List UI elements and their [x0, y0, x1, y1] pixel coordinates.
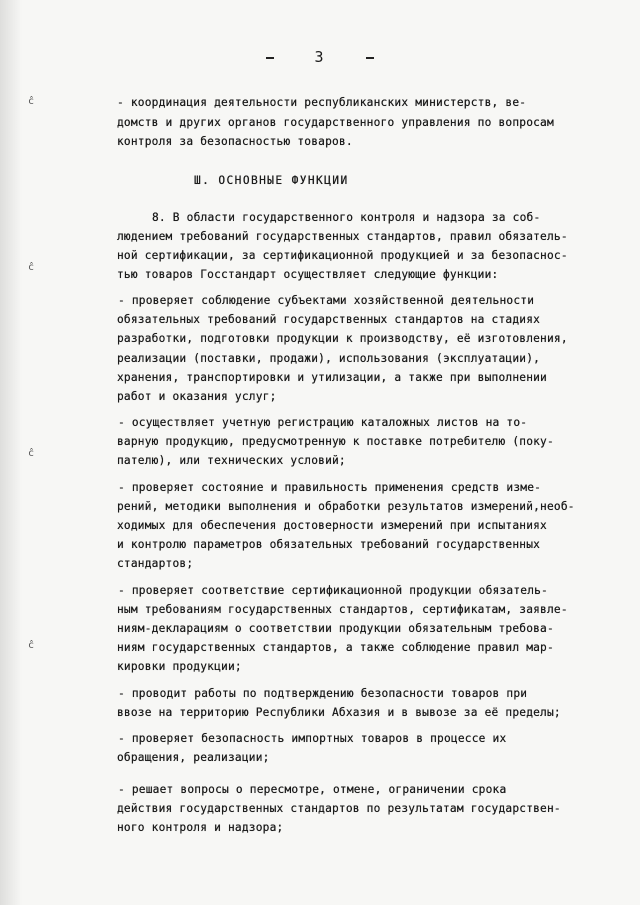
- text-line: пателю), или технических условий;: [117, 454, 346, 467]
- text-line: варную продукцию, предусмотренную к поставке потребителю (поку-: [117, 435, 554, 448]
- text-line: ной сертификации, за сертификационной продукцией и за безопаснос-: [117, 249, 568, 262]
- text-line: рений, методики выполнения и обработки результатов измерений,необ-: [117, 500, 575, 513]
- text-line: - решает вопросы о пересмотре, отмене, ограничении срока: [118, 783, 507, 796]
- text-line: ниям-декларациям о соответствии продукции обязательным требова-: [117, 622, 554, 635]
- punch-hole-mark: ĉ: [28, 96, 35, 107]
- text-line: ниям государственных стандартов, а также соблюдение правил мар-: [117, 641, 554, 654]
- text-line: действия государственных стандартов по результатам государствен-: [117, 802, 561, 815]
- text-line: стандартов;: [117, 557, 194, 570]
- text-line: - проверяет соблюдение субъектами хозяйственной деятельности: [118, 294, 535, 307]
- text-line: людением требований государственных стандартов, правил обязатель-: [117, 230, 568, 243]
- text-line: ходимых для обеспечения достоверности измерений при испытаниях: [117, 519, 547, 532]
- text-line: разработки, подготовки продукции к производству, её изготовления,: [117, 332, 568, 345]
- text-line: - проверяет состояние и правильность применения средств изме-: [118, 481, 542, 494]
- scan-edge-shadow: [0, 0, 22, 905]
- text-line: - осуществляет учетную регистрацию каталожных листов на то-: [118, 416, 528, 429]
- text-line: обращения, реализации;: [117, 751, 270, 764]
- text-line: работ и оказания услуг;: [117, 390, 277, 403]
- punch-hole-mark: ĉ: [28, 262, 35, 273]
- text-line: хранения, транспортировки и утилизации, а также при выполнении: [117, 371, 547, 384]
- page-number-value: 3: [314, 48, 326, 66]
- text-line: - координация деятельности республиканских министерств, ве-: [117, 96, 527, 109]
- text-line: 8. В области государственного контроля и надзора за соб-: [152, 211, 541, 224]
- punch-hole-mark: ĉ: [28, 448, 35, 459]
- text-line: ного контроля и надзора;: [117, 821, 284, 834]
- text-line: ным требованиям государственных стандартов, сертификатам, заявле-: [117, 603, 568, 616]
- text-line: - проверяет безопасность импортных товаров в процессе их: [118, 732, 507, 745]
- section-heading: Ш. ОСНОВНЫЕ ФУНКЦИИ: [194, 174, 349, 187]
- page-number-dash-right: [366, 57, 374, 59]
- text-line: тью товаров Госстандарт осуществляет следующие функции:: [117, 268, 499, 281]
- text-line: и контролю параметров обязательных требований государственных: [117, 538, 541, 551]
- text-line: - проводит работы по подтверждению безопасности товаров при: [118, 687, 528, 700]
- punch-hole-mark: ĉ: [28, 640, 35, 651]
- text-line: - проверяет соответствие сертификационной продукции обязатель-: [118, 584, 548, 597]
- text-line: контроля за безопасностью товаров.: [117, 135, 353, 148]
- text-line: домств и других органов государственного управления по вопросам: [117, 116, 554, 129]
- page-number-dash-left: [266, 57, 274, 59]
- text-line: реализации (поставки, продажи), использования (эксплуатации),: [117, 352, 541, 365]
- page-number: [0, 48, 640, 66]
- text-line: обязательных требований государственных стандартов на стадиях: [117, 313, 541, 326]
- text-line: ввозе на территорию Республики Абхазия и в вывозе за её пределы;: [117, 706, 561, 719]
- text-line: кировки продукции;: [117, 660, 242, 673]
